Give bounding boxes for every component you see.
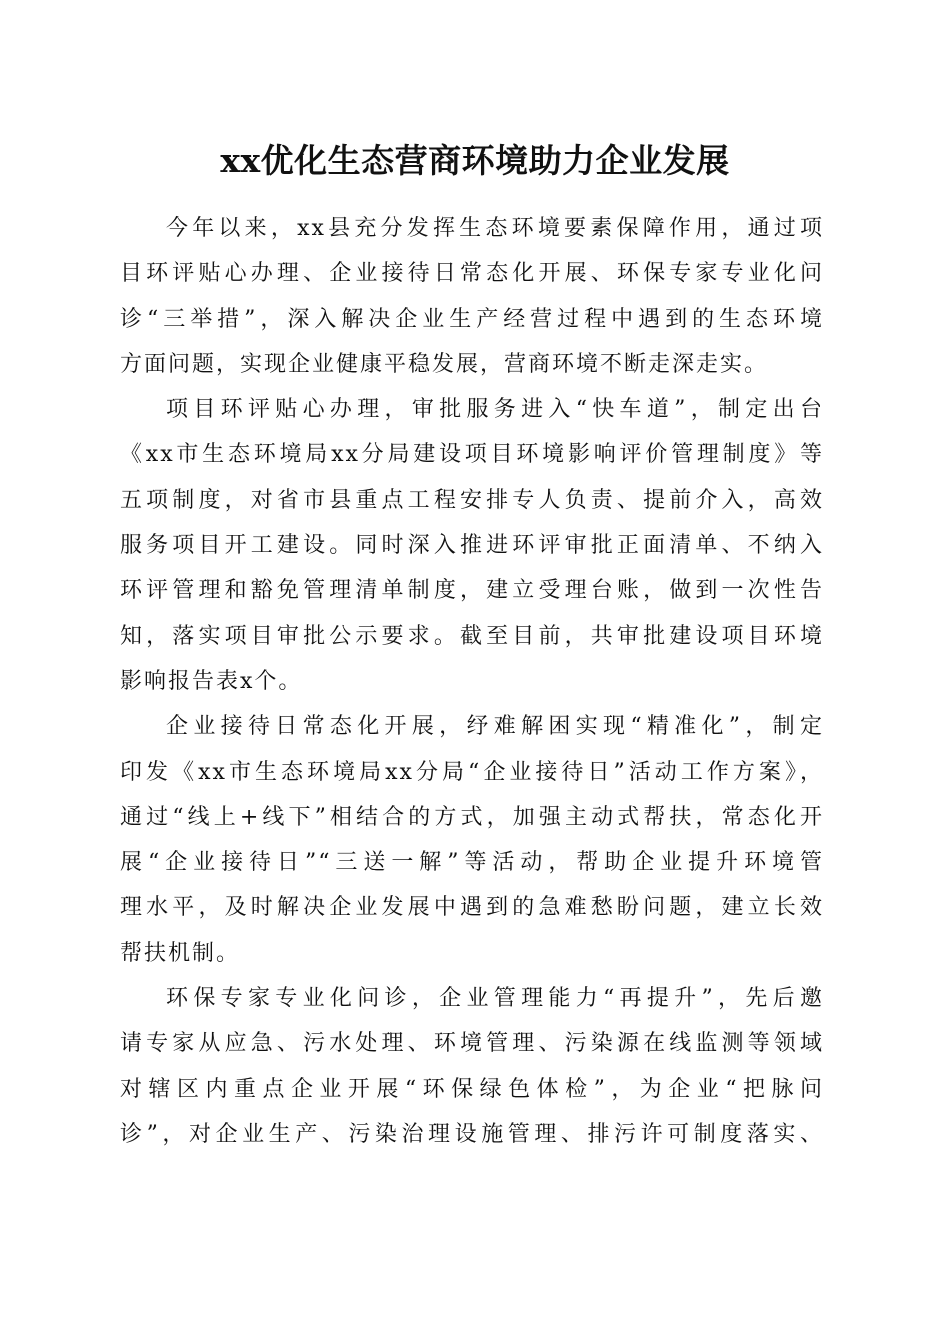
paragraph-line: 项目环评贴心办理，审批服务进入“快车道”，制定出台 <box>166 397 824 423</box>
paragraph-line: 服务项目开工建设。同时深入推进环评审批正面清单、不纳入 <box>120 533 824 559</box>
paragraph-line: 方面问题，实现企业健康平稳发展，营商环境不断走深走实。 <box>120 351 769 377</box>
paragraph-line: 今年以来，xx县充分发挥生态环境要素保障作用，通过项 <box>166 216 824 241</box>
document-title: xx优化生态营商环境助力企业发展 <box>220 141 730 180</box>
paragraph-line: 知，落实项目审批公示要求。截至目前，共审批建设项目环境 <box>120 623 824 649</box>
paragraph-line: 目环评贴心办理、企业接待日常态化开展、环保专家专业化问 <box>120 261 824 287</box>
paragraph-line: 《xx市生态环境局xx分局建设项目环境影响评价管理制度》等 <box>120 442 824 468</box>
paragraph-line: 诊”，对企业生产、污染治理设施管理、排污许可制度落实、 <box>120 1121 824 1147</box>
paragraph-line: 展“企业接待日”“三送一解”等活动，帮助企业提升环境管 <box>120 850 824 876</box>
paragraph-line: 影响报告表x个。 <box>120 668 303 694</box>
paragraph-line: 诊“三举措”，深入解决企业生产经营过程中遇到的生态环境 <box>120 306 824 332</box>
paragraph-line: 印发《xx市生态环境局xx分局“企业接待日”活动工作方案》， <box>120 759 824 785</box>
paragraph-expert-consultation <box>120 976 824 1157</box>
paragraph-enterprise-reception-day <box>120 704 824 976</box>
document-body <box>120 206 824 1157</box>
paragraph-line: 环评管理和豁免管理清单制度，建立受理台账，做到一次性告 <box>120 578 824 604</box>
paragraph-line: 企业接待日常态化开展，纾难解困实现“精准化”，制定 <box>166 714 824 740</box>
paragraph-line: 通过“线上+线下”相结合的方式，加强主动式帮扶，常态化开 <box>120 804 824 830</box>
paragraph-line: 对辖区内重点企业开展“环保绿色体检”，为企业“把脉问 <box>120 1076 824 1102</box>
paragraph-line: 五项制度，对省市县重点工程安排专人负责、提前介入，高效 <box>120 487 824 513</box>
paragraph-line: 请专家从应急、污水处理、环境管理、污染源在线监测等领域 <box>120 1031 824 1057</box>
paragraph-intro <box>120 206 824 387</box>
paragraph-line: 理水平，及时解决企业发展中遇到的急难愁盼问题，建立长效 <box>120 895 824 921</box>
paragraph-line: 环保专家专业化问诊，企业管理能力“再提升”，先后邀 <box>166 986 824 1012</box>
paragraph-eia-approval <box>120 387 824 704</box>
paragraph-line: 帮扶机制。 <box>120 940 241 966</box>
